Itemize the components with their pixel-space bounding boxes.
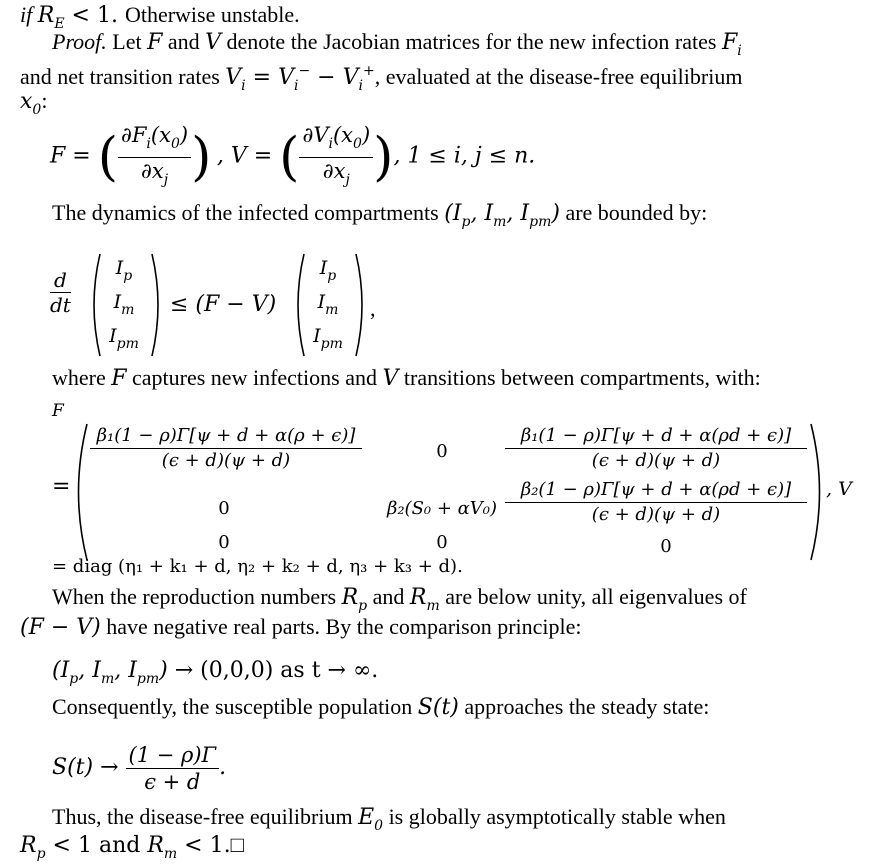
math-r-e: $R_E$ <box>37 3 65 32</box>
diag-line: = diag (η₁ + k₁ + d, η₂ + k₂ + d, η₃ + k₃ + d). <box>52 556 463 577</box>
x0-line: $x_0$: <box>20 88 48 118</box>
steady-state-fraction: $\frac{(1 - \rho)\Gamma}{\epsilon + d}$ <box>126 742 220 795</box>
matrix-cell-r1c3: $\frac{\text{β₁(1 − ρ)Γ[ψ + d + α(ρd + ϵ)]}}{(\epsilon + d)(\psi + d)}$ <box>505 424 807 473</box>
state-vector-right: $I_p$ $I_m$ $I_{pm}$ <box>313 257 343 352</box>
dF-dx-fraction: $\frac{\partial F_i(x_0)}{\partial x_j}$ <box>118 122 191 193</box>
jacobian-equation: F = ( $\frac{\partial F_i(x_0)}{\partial x_j}$ ) , V = ( $\frac{\partial V_i(x_0)}{\partial x_j}$ ), 1 ≤ i, j ≤ n. <box>50 122 535 186</box>
proof-label: Proof. <box>52 29 107 54</box>
final-condition-line: $R_p < 1$ and $R_m$ < 1.□ <box>20 832 244 862</box>
proof-intro-line: Proof. Let F and V denote the Jacobian matrices for the new infection rates $F_i$ <box>52 29 742 59</box>
matrix-left-paren <box>68 422 90 562</box>
matrix-cell-r2c1: 0 <box>218 498 230 519</box>
steady-state-equation: S(t) → $\frac{(1 - \rho)\Gamma}{\epsilon + d}$ . <box>52 742 227 794</box>
right-paren-1 <box>148 252 166 358</box>
matrix-cell-r1c1: $\frac{\text{β₁(1 − ρ)Γ[ψ + d + α(ρ + ϵ)]}}{(\epsilon + d)(\psi + d)}$ <box>90 424 362 473</box>
stability-condition-line: if $R_E < 1$. Otherwise unstable. <box>20 2 300 32</box>
qed-symbol: □ <box>230 832 244 857</box>
where-line: where F captures new infections and V transitions between compartments, with: <box>52 365 761 391</box>
reproduction-line: When the reproduction numbers $R_p$ and $R_m$ are below unity, all eigenvalues of <box>52 584 747 614</box>
if-word: if <box>20 2 33 27</box>
limit-equation: ($I_p$, $I_m$, $I_{pm}) \to (0,0,0)$ as t → ∞. <box>52 658 379 687</box>
matrix-cell-r3c2: 0 <box>436 532 448 553</box>
dV-dx-fraction: $\frac{\partial V_i(x_0)}{\partial x_j}$ <box>299 122 373 193</box>
matrix-cell-r2c3: $\frac{\text{β₂(1 − ρ)Γ[ψ + d + α(ρd + ϵ)]}}{(\epsilon + d)(\psi + d)}$ <box>505 478 807 527</box>
thus-line: Thus, the disease-free equilibrium $E_0$ is globally asymptotically stable when <box>52 804 726 834</box>
matrix-cell-r3c3: 0 <box>660 536 672 557</box>
right-paren-2 <box>352 252 370 358</box>
transition-rates-line: and net transition rates $V_i = V_i^- - V_i^+$, evaluated at the disease-free equilibrium <box>20 63 743 94</box>
matrix-cell-r1c2: 0 <box>436 441 448 462</box>
matrix-cell-r3c1: 0 <box>218 532 230 553</box>
matrix-cell-r2c2: β₂(S₀ + αV₀) <box>386 498 498 519</box>
dynamics-line: The dynamics of the infected compartments ($I_p$, $I_m$, $I_{pm}$) are bounded by: <box>52 200 708 230</box>
comparison-line: (F − V) have negative real parts. By the comparison principle: <box>20 614 582 640</box>
state-vector-left: $I_p$ $I_m$ $I_{pm}$ <box>109 257 139 352</box>
otherwise-text: Otherwise unstable. <box>124 2 300 27</box>
consequently-line: Consequently, the susceptible population S(t) approaches the steady state: <box>52 694 710 720</box>
